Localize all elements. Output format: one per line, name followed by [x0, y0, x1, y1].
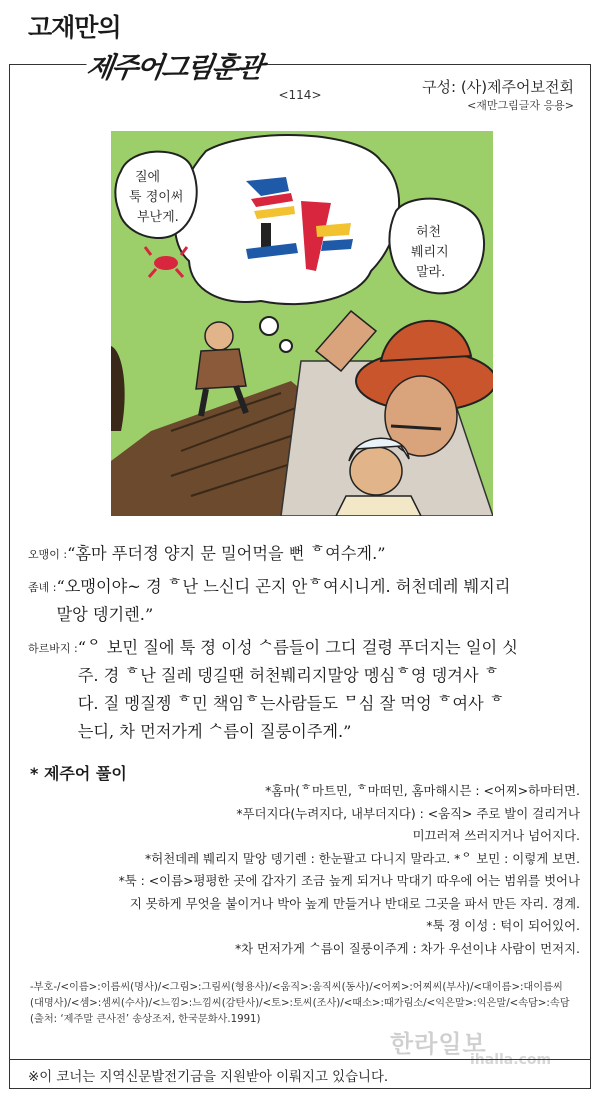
comic-drawing: [111, 131, 493, 516]
dialog-line: [28, 573, 576, 629]
footer-note: ※이 코너는 지역신문발전기금을 지원받아 이뤄지고 있습니다.: [28, 1070, 389, 1085]
credit-line: 구성: (사)제주어보전회: [422, 78, 574, 96]
thought-bubble: [175, 135, 399, 304]
utterance: [67, 540, 385, 568]
bubble-left-line: 툭 졍이써: [129, 190, 184, 205]
utterance-line: 다. 질 멩질젱 ᄒ민 책임ᄒ는사람들도 ᄆ심 잘 먹엉 ᄒ여사 ᄒ: [77, 694, 505, 713]
glossary-entry: *툭 : <이름>평평한 곳에 갑자기 조금 높게 되거나 막대기 따우에 어는 범위를 벗어나: [118, 873, 580, 888]
newspaper-watermark: 한라일보: [390, 1030, 487, 1058]
glossary-entry: 지 못하게 무엇을 붙이거나 박아 높게 만들거나 반대로 그곳을 파서 만든 자리. 경계.: [129, 895, 580, 911]
speaker-label: 오맹이 :: [28, 548, 68, 561]
issue-number: <114>: [278, 88, 322, 102]
big-word: 독가: [306, 196, 308, 197]
column-title: 고재만의: [28, 13, 121, 42]
credit-subline: <재만그림글자 응용>: [467, 99, 574, 112]
speaker-label: 하르바지 :: [28, 642, 78, 655]
bubble-right-line: 허천: [416, 225, 442, 240]
glossary-entry: *차 먼저가게 ᄉ름이 질룽이주게 : 차가 우선이냐 사람이 먼저지.: [234, 940, 580, 956]
thought-dot: [280, 340, 292, 352]
comic-illustration: [111, 131, 493, 516]
utterance-line: 주. 경 ᄒ난 질레 뎅길땐 허천붸리지말앙 멩심ᄒ영 뎅겨사 ᄒ: [77, 666, 500, 685]
speaker-label: 좀녜 :: [28, 581, 57, 594]
footer-divider: [9, 1059, 591, 1060]
glossary-entry: *허천데레 붸리지 말앙 뎅기렌 : 한눈팔고 다니지 말라고. *ᄋ 보민 : 이렇게 보면.: [145, 850, 580, 866]
glossary-entry: *홈마(ᄒ마트민, ᄒ마떠민, 홈마해시믄 : <어찌>하마터면.: [265, 783, 580, 798]
newspaper-watermark-url: ihalla.com: [470, 1052, 552, 1068]
glossary-entry: 미끄러져 쓰러지거나 넘어지다.: [412, 828, 580, 843]
glossary-entry: *푸더지다(누려지다, 내부더지다) : <움직> 주로 발이 걸리거나: [236, 805, 580, 821]
utterance: [56, 573, 510, 629]
bubble-right-line: 말라.: [416, 265, 446, 280]
bubble-left-line: 부난게.: [137, 210, 179, 225]
bubble-left-line: 질에: [135, 170, 161, 185]
glossary-title: * 제주어 풀이: [30, 764, 127, 783]
bubble-right-line: 붸리지: [411, 245, 449, 260]
dialog-line: [28, 634, 576, 746]
dialog-line: [28, 540, 576, 568]
utterance-line: 말앙 뎅기렌.”: [56, 605, 154, 624]
column-logo: 제주어그림훈관: [83, 44, 266, 92]
dialog-block: [28, 540, 576, 751]
utterance-line: 는디, 차 먼저가게 ᄉ름이 질룽이주게.”: [77, 722, 352, 741]
notation-legend: -부호-/<이름>:이름씨(명사)/<그림>:그림씨(형용사)/<움직>:움직씨(동사)/<어찌>:어찌씨(부사)/<대이름>:대이름씨(대명사)/<셈>:셈씨(수사)/<느낌>:느낌씨(감탄사)/<토>:토씨(조사)/<때소>:때가림소/<익은말>:익은말/<속담>:속담 (출처: ‘제주말 큰사전’ 송상조저, 한국문화사.1991): [30, 982, 570, 1025]
utterance-line: “ᄋ 보민 질에 툭 졍 이성 ᄉ름들이 그디 걸령 푸더지는 일이 싯: [77, 638, 518, 657]
utterance-line: “홈마 푸더졍 양지 문 밀어먹을 뻔 ᄒ여수게.”: [67, 544, 386, 563]
utterance: [78, 634, 518, 746]
utterance-line: “오맹이야~ 경 ᄒ난 느신디 곤지 안ᄒ여시니게. 허천데레 붸지리: [56, 577, 511, 596]
thought-dot: [260, 317, 278, 335]
glossary-entry: *툭 졍 이성 : 턱이 되어있어.: [426, 918, 580, 933]
glossary-list: [20, 780, 580, 960]
